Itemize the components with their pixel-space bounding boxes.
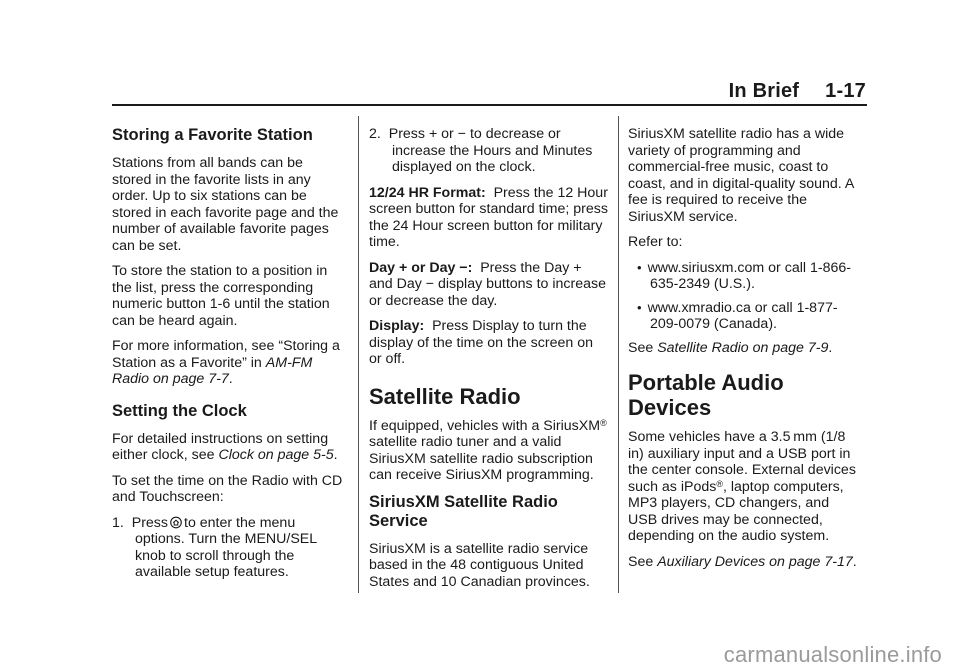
text: If equipped, vehicles with a SiriusXM bbox=[369, 417, 601, 434]
paragraph bbox=[628, 554, 860, 571]
paragraph: SiriusXM is a satellite radio service based in the 48 contiguous United States and 10 Canadian provinces. bbox=[369, 540, 590, 590]
cross-reference-link[interactable]: Clock on page 5-5 bbox=[218, 447, 334, 463]
text: , laptop computers, MP3 players, CD changers, and USB drives may be connected, depending on the audio system. bbox=[628, 478, 844, 544]
text: . bbox=[333, 447, 338, 463]
paragraph: Stations from all bands can be stored in the favorite lists in any order. Up to six stations can be stored in each favorite page and the number of available favorite pages can be set. bbox=[112, 155, 339, 254]
text: See bbox=[628, 339, 658, 356]
bullet-item bbox=[628, 260, 860, 293]
text: . bbox=[852, 553, 857, 570]
heading-satellite-radio: Satellite Radio bbox=[369, 383, 521, 409]
bullet-icon: • bbox=[637, 259, 642, 275]
paragraph: SiriusXM satellite radio has a wide variety of programming and commercial-free music, coast to coast, and in digital-quality sound. A fee is required to receive the SiriusXM service. bbox=[628, 126, 854, 225]
registered-mark: ® bbox=[716, 478, 723, 489]
heading-portable-audio: Portable Audio Devices bbox=[628, 370, 784, 420]
paragraph bbox=[112, 431, 344, 464]
heading-siriusxm-service: SiriusXM Satellite Radio Service bbox=[369, 492, 558, 530]
paragraph: To set the time on the Radio with CD and Touchscreen: bbox=[112, 472, 343, 505]
page-header bbox=[729, 80, 866, 103]
paragraph bbox=[628, 340, 860, 357]
text: to enter the menu options. Turn the MENU/SEL knob to scroll through the available setup features. bbox=[135, 514, 317, 580]
watermark: carmanualsonline.info bbox=[723, 642, 942, 667]
paragraph bbox=[369, 418, 609, 484]
text: satellite radio tuner and a valid SiriusXM satellite radio subscription can receive SiriusXM programming. bbox=[369, 434, 594, 483]
home-icon bbox=[170, 516, 182, 529]
text: See bbox=[628, 553, 658, 570]
term: Day + or Day −: bbox=[369, 259, 473, 276]
registered-mark: ® bbox=[600, 417, 607, 428]
bullet-icon: • bbox=[637, 299, 642, 315]
column-divider bbox=[358, 116, 359, 593]
definition bbox=[369, 185, 609, 251]
text: Press Display to turn the display of the time on the screen on or off. bbox=[369, 318, 593, 367]
column-divider bbox=[618, 116, 619, 593]
heading-setting-clock: Setting the Clock bbox=[112, 401, 247, 420]
text: Some vehicles have a 3.5 mm (1/8 in) auxiliary input and a USB port in the center console. External devices such as iPods bbox=[628, 429, 856, 495]
cross-reference-link[interactable]: AM-FM Radio on page 7-7 bbox=[112, 354, 313, 387]
text: Press the 12 Hour screen button for standard time; press the 24 Hour screen button for military time. bbox=[369, 184, 608, 250]
text: Press the Day + and Day − display buttons to increase or decrease the day. bbox=[369, 259, 606, 309]
paragraph: To store the station to a position in the list, press the corresponding numeric button 1-6 until the station can be heard again. bbox=[112, 263, 330, 329]
column-2 bbox=[369, 126, 609, 599]
cross-reference-link[interactable]: Satellite Radio on page 7-9 bbox=[657, 339, 829, 356]
column-1 bbox=[112, 126, 344, 590]
step-number: 2. bbox=[369, 126, 381, 142]
definition bbox=[369, 260, 609, 310]
paragraph: Refer to: bbox=[628, 234, 683, 250]
text: . bbox=[828, 339, 833, 356]
cross-reference-link[interactable]: Auxiliary Devices on page 7-17 bbox=[657, 553, 853, 570]
text: Press + or − to decrease or increase the Hours and Minutes displayed on the clock. bbox=[388, 126, 593, 175]
step-number: 1. bbox=[112, 514, 124, 531]
bullet-item bbox=[628, 300, 860, 333]
heading-storing-favorite: Storing a Favorite Station bbox=[112, 126, 313, 144]
term: Display: bbox=[369, 318, 425, 334]
numbered-step bbox=[369, 126, 609, 176]
paragraph bbox=[112, 338, 344, 388]
paragraph bbox=[628, 429, 860, 545]
term: 12/24 HR Format: bbox=[369, 184, 486, 201]
text: www.siriusxm.com or call 1-866-635-2349 (U.S.). bbox=[647, 259, 851, 292]
page-number: 1-17 bbox=[825, 80, 866, 102]
numbered-step bbox=[112, 515, 344, 581]
text: Press bbox=[131, 514, 168, 531]
text: . bbox=[228, 371, 233, 387]
text: For detailed instructions on setting either clock, see bbox=[112, 430, 329, 463]
definition bbox=[369, 318, 609, 368]
text: www.xmradio.ca or call 1-877-209-0079 (Canada). bbox=[647, 299, 838, 332]
text: For more information, see “Storing a Station as a Favorite” in bbox=[112, 338, 340, 371]
header-rule bbox=[112, 104, 867, 106]
column-3 bbox=[628, 126, 860, 579]
section-title: In Brief bbox=[728, 80, 800, 102]
